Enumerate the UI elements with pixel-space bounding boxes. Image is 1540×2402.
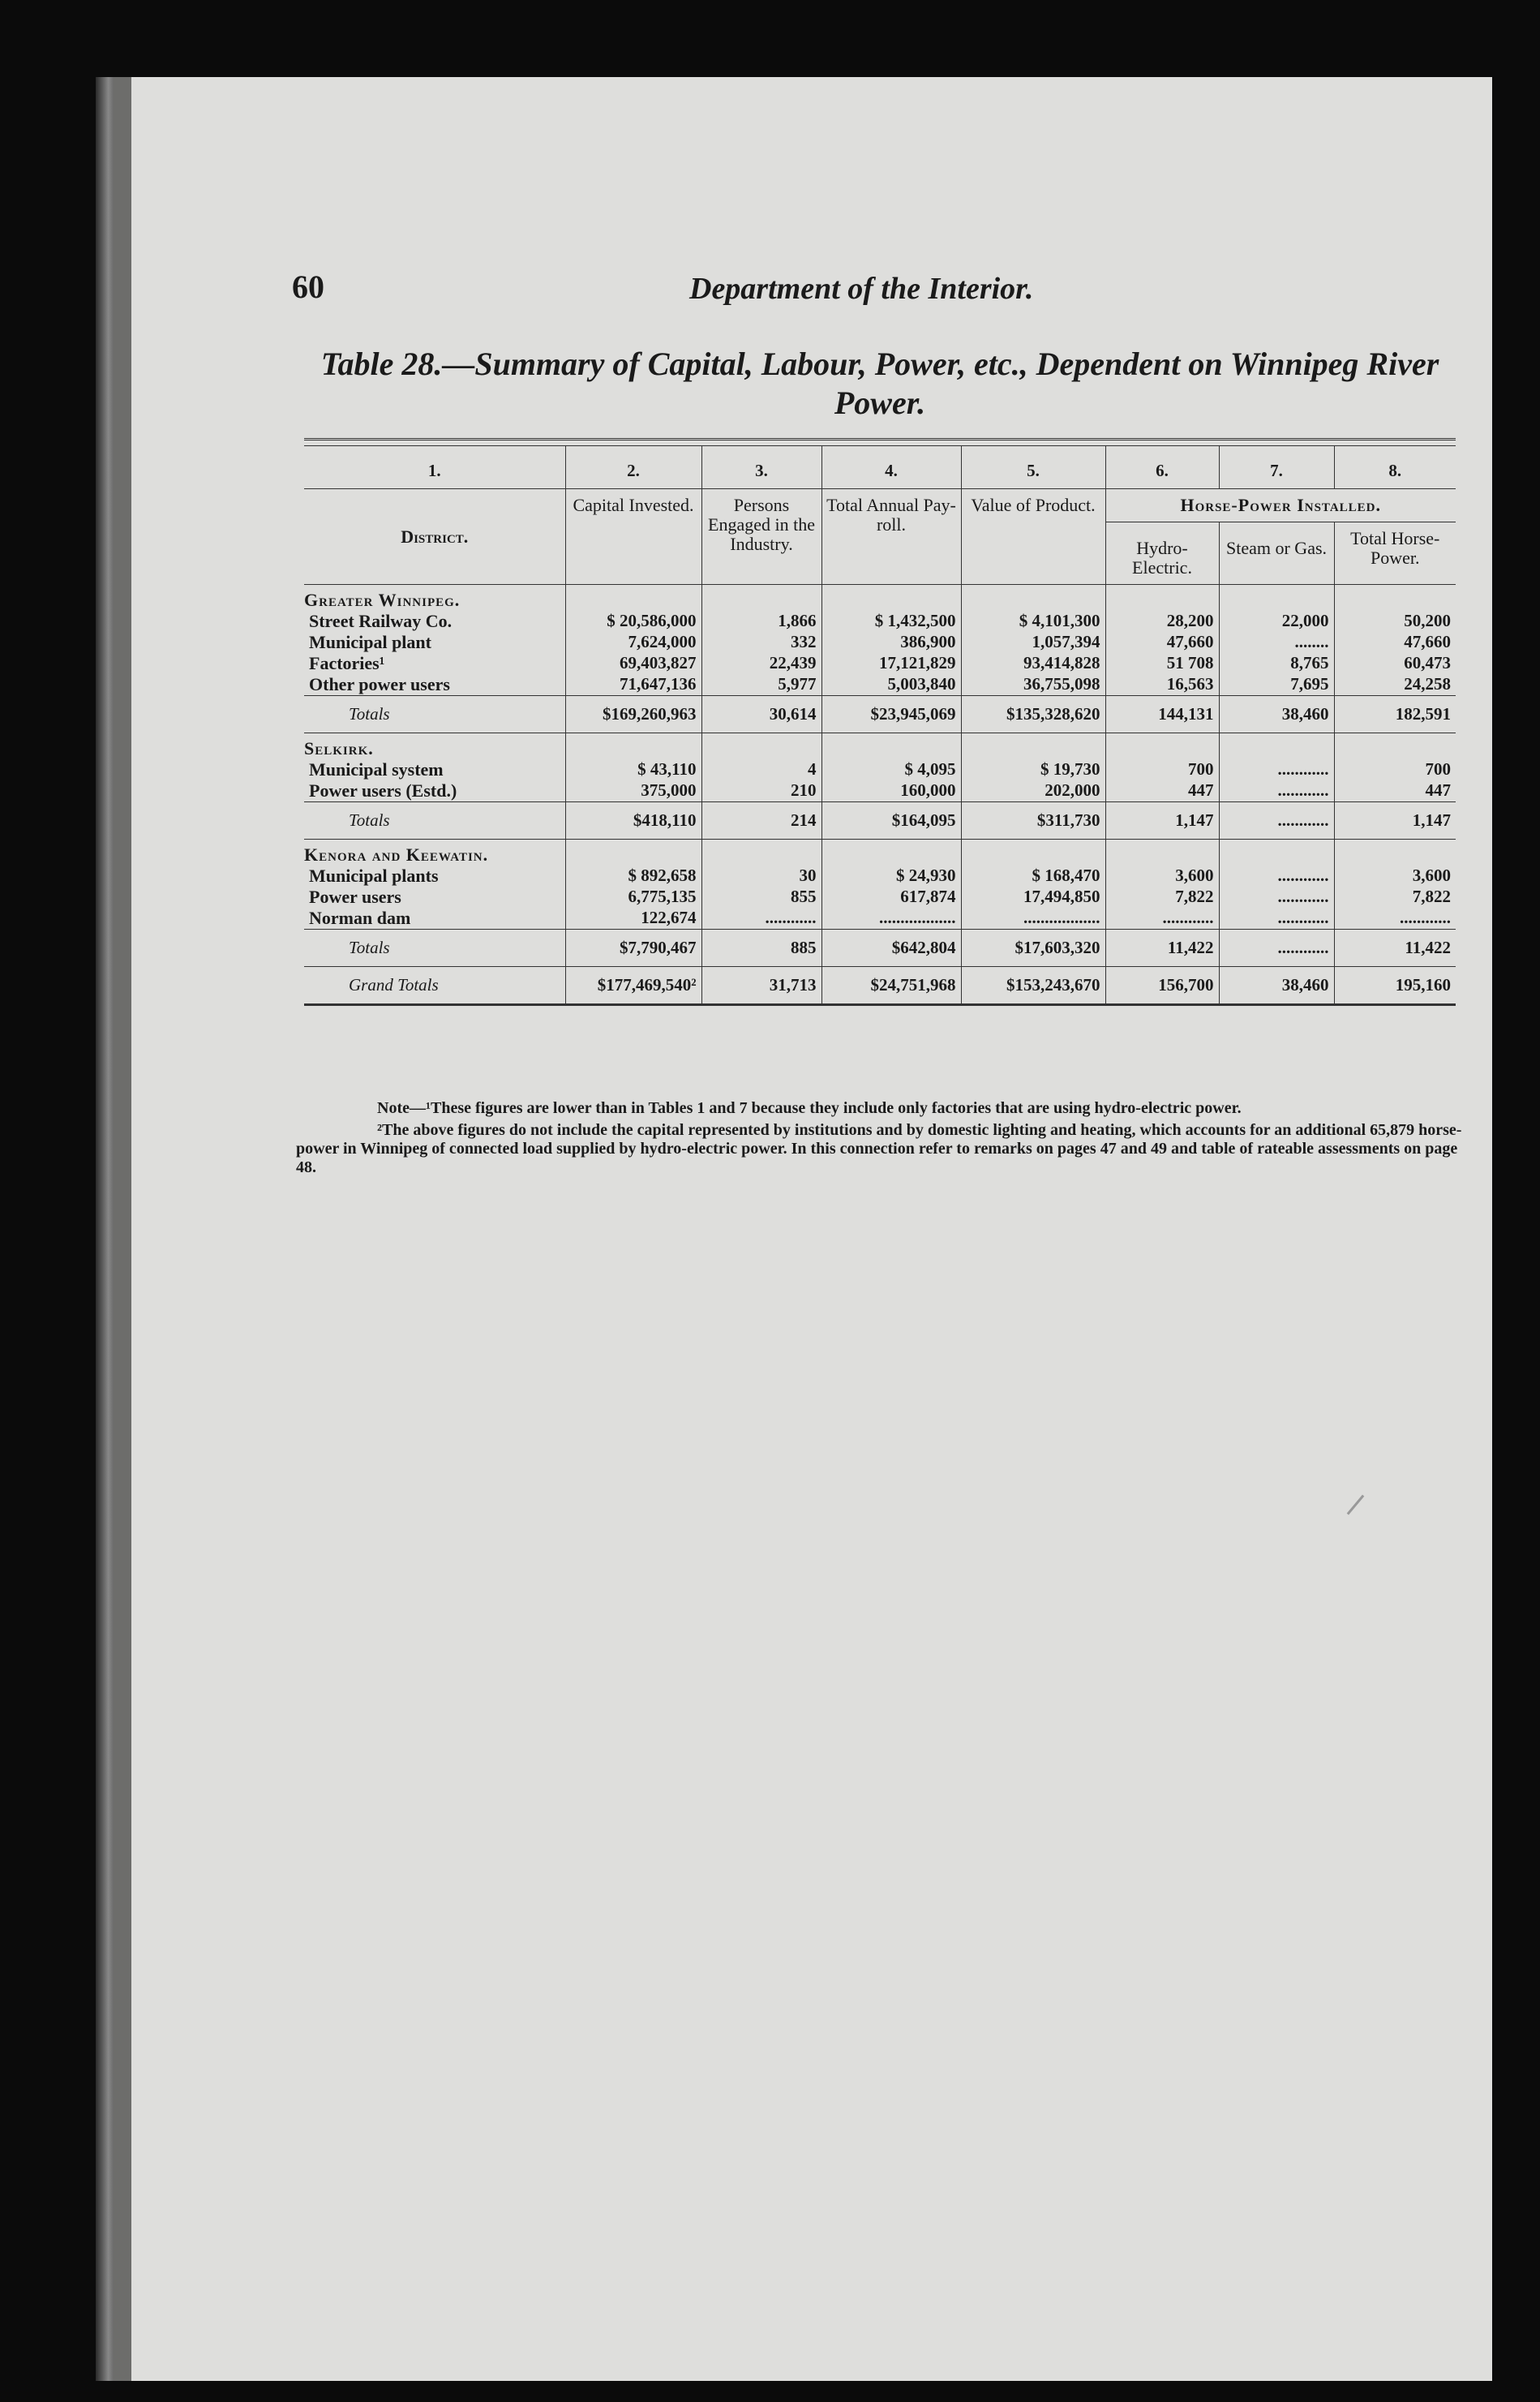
table-row [304, 887, 1456, 908]
blank-cell [1219, 585, 1334, 612]
persons-header: Persons Engaged in the Industry. [701, 489, 821, 585]
district-name: Power users (Estd.) [309, 780, 457, 801]
district-name: Other power users [309, 674, 450, 694]
col-number: 1. [304, 446, 565, 489]
total-cell: 24,258 [1334, 674, 1456, 696]
grand-totals-total: 195,160 [1334, 967, 1456, 1005]
group-heading: Selkirk. [304, 733, 565, 760]
col-number: 6. [1105, 446, 1219, 489]
blank-cell [1105, 733, 1219, 760]
district-name: Municipal plant [309, 632, 431, 652]
blank-cell [701, 733, 821, 760]
totals-steam: ............ [1219, 930, 1334, 967]
blank-cell [961, 840, 1105, 866]
footnote-2: ²The above figures do not include the capital represented by institutions and by domestic lighting and heating, which accounts for an additional 65,879 horse-power in Winnipeg of connected load supplied by hydro-electric power. In this connection refer to remarks on pages 47 and 49 and table of rateable assessments on page 48. [296, 1121, 1462, 1176]
totals-steam: ............ [1219, 802, 1334, 840]
footnote-1: Note—¹These figures are lower than in Tables 1 and 7 because they include only factories that are using hydro-electric power. [377, 1099, 1242, 1117]
steam-cell: 8,765 [1219, 653, 1334, 674]
steam-cell: ............ [1219, 908, 1334, 930]
grand-totals-capital: $177,469,540² [565, 967, 701, 1005]
blank-cell [701, 840, 821, 866]
blank-cell [1219, 840, 1334, 866]
blank-cell [961, 733, 1105, 760]
hydro-cell: 3,600 [1105, 866, 1219, 887]
total-cell: ............ [1334, 908, 1456, 930]
totals-value: $311,730 [961, 802, 1105, 840]
total-cell: 700 [1334, 759, 1456, 780]
page-number: 60 [292, 269, 324, 305]
total-hp-header: Total Horse-Power. [1334, 522, 1456, 585]
grand-totals-steam: 38,460 [1219, 967, 1334, 1005]
totals-payroll: $164,095 [821, 802, 961, 840]
hydro-cell: 447 [1105, 780, 1219, 802]
totals-total: 1,147 [1334, 802, 1456, 840]
capital-cell: $ 43,110 [565, 759, 701, 780]
blank-cell [565, 840, 701, 866]
totals-hydro: 11,422 [1105, 930, 1219, 967]
hydro-cell: 16,563 [1105, 674, 1219, 696]
value-cell: $ 4,101,300 [961, 611, 1105, 632]
district-name: Municipal plants [309, 866, 439, 886]
table-row [304, 674, 1456, 696]
payroll-header: Total Annual Pay-roll. [821, 489, 961, 585]
totals-total: 11,422 [1334, 930, 1456, 967]
steam-header: Steam or Gas. [1219, 522, 1334, 585]
payroll-cell: $ 4,095 [821, 759, 961, 780]
totals-persons: 30,614 [701, 696, 821, 733]
district-name: Municipal system [309, 759, 444, 780]
totals-row [304, 802, 1456, 840]
column-number-row [304, 446, 1456, 489]
payroll-cell: .................. [821, 908, 961, 930]
totals-label: Totals [304, 696, 565, 733]
totals-row [304, 930, 1456, 967]
grand-totals-value: $153,243,670 [961, 967, 1105, 1005]
value-cell: 202,000 [961, 780, 1105, 802]
hydro-cell: 51 708 [1105, 653, 1219, 674]
grand-totals-hydro: 156,700 [1105, 967, 1219, 1005]
blank-cell [1105, 585, 1219, 612]
table-row [304, 908, 1456, 930]
hydro-cell: 28,200 [1105, 611, 1219, 632]
blank-cell [821, 585, 961, 612]
blank-cell [1334, 840, 1456, 866]
col-number: 7. [1219, 446, 1334, 489]
totals-row [304, 696, 1456, 733]
payroll-cell: 617,874 [821, 887, 961, 908]
totals-label: Totals [304, 930, 565, 967]
total-cell: 3,600 [1334, 866, 1456, 887]
persons-cell: 22,439 [701, 653, 821, 674]
steam-cell: ............ [1219, 780, 1334, 802]
steam-cell: ........ [1219, 632, 1334, 653]
payroll-cell: $ 24,930 [821, 866, 961, 887]
persons-cell: ............ [701, 908, 821, 930]
total-cell: 50,200 [1334, 611, 1456, 632]
persons-cell: 855 [701, 887, 821, 908]
grand-totals-label: Grand Totals [304, 967, 565, 1005]
horse-power-group-header: Horse-Power Installed. [1105, 489, 1456, 522]
totals-persons: 885 [701, 930, 821, 967]
group-heading: Kenora and Keewatin. [304, 840, 565, 866]
totals-persons: 214 [701, 802, 821, 840]
table-row [304, 759, 1456, 780]
district-name: Street Railway Co. [309, 611, 453, 631]
blank-cell [1219, 733, 1334, 760]
capital-cell: 69,403,827 [565, 653, 701, 674]
table-caption: Table 28.—Summary of Capital, Labour, Power, etc., Dependent on Winnipeg River Power. [320, 346, 1439, 421]
bottom-rule [304, 1005, 1456, 1007]
bottom-rule-row [304, 1005, 1456, 1007]
table-row [304, 611, 1456, 632]
value-cell: $ 168,470 [961, 866, 1105, 887]
steam-cell: 7,695 [1219, 674, 1334, 696]
value-cell: 17,494,850 [961, 887, 1105, 908]
totals-hydro: 1,147 [1105, 802, 1219, 840]
persons-cell: 1,866 [701, 611, 821, 632]
payroll-cell: 5,003,840 [821, 674, 961, 696]
summary-table [304, 438, 1456, 1006]
col-number: 2. [565, 446, 701, 489]
blank-cell [565, 585, 701, 612]
table-row [304, 632, 1456, 653]
payroll-cell: 160,000 [821, 780, 961, 802]
value-cell: 36,755,098 [961, 674, 1105, 696]
totals-capital: $7,790,467 [565, 930, 701, 967]
top-rule [304, 440, 1456, 446]
totals-payroll: $642,804 [821, 930, 961, 967]
totals-capital: $169,260,963 [565, 696, 701, 733]
hydro-cell: 7,822 [1105, 887, 1219, 908]
value-cell: $ 19,730 [961, 759, 1105, 780]
district-name: Factories¹ [309, 653, 385, 673]
district-header: District. [401, 526, 469, 547]
totals-value: $17,603,320 [961, 930, 1105, 967]
capital-cell: 375,000 [565, 780, 701, 802]
district-name: Power users [309, 887, 401, 907]
value-cell: 93,414,828 [961, 653, 1105, 674]
steam-cell: ............ [1219, 866, 1334, 887]
value-header: Value of Product. [961, 489, 1105, 585]
blank-cell [701, 585, 821, 612]
capital-cell: $ 20,586,000 [565, 611, 701, 632]
persons-cell: 210 [701, 780, 821, 802]
blank-cell [821, 840, 961, 866]
grand-totals-row [304, 967, 1456, 1005]
capital-cell: $ 892,658 [565, 866, 701, 887]
persons-cell: 332 [701, 632, 821, 653]
persons-cell: 30 [701, 866, 821, 887]
col-number: 8. [1334, 446, 1456, 489]
hydro-cell: 47,660 [1105, 632, 1219, 653]
col-number: 5. [961, 446, 1105, 489]
totals-label: Totals [304, 802, 565, 840]
capital-cell: 122,674 [565, 908, 701, 930]
steam-cell: ............ [1219, 759, 1334, 780]
capital-header: Capital Invested. [565, 489, 701, 585]
total-cell: 60,473 [1334, 653, 1456, 674]
grand-totals-persons: 31,713 [701, 967, 821, 1005]
blank-cell [961, 585, 1105, 612]
group-heading-row [304, 585, 1456, 612]
value-cell: .................. [961, 908, 1105, 930]
persons-cell: 4 [701, 759, 821, 780]
capital-cell: 6,775,135 [565, 887, 701, 908]
totals-value: $135,328,620 [961, 696, 1105, 733]
running-head: Department of the Interior. [689, 272, 1034, 306]
payroll-cell: 386,900 [821, 632, 961, 653]
blank-cell [1105, 840, 1219, 866]
total-cell: 447 [1334, 780, 1456, 802]
payroll-cell: $ 1,432,500 [821, 611, 961, 632]
column-header-row [304, 489, 1456, 522]
steam-cell: ............ [1219, 887, 1334, 908]
blank-cell [821, 733, 961, 760]
table-row [304, 780, 1456, 802]
totals-steam: 38,460 [1219, 696, 1334, 733]
data-table [304, 438, 1456, 1006]
district-name: Norman dam [309, 908, 411, 928]
value-cell: 1,057,394 [961, 632, 1105, 653]
hydro-cell: ............ [1105, 908, 1219, 930]
totals-capital: $418,110 [565, 802, 701, 840]
totals-total: 182,591 [1334, 696, 1456, 733]
group-heading-row [304, 733, 1456, 760]
table-row [304, 653, 1456, 674]
capital-cell: 71,647,136 [565, 674, 701, 696]
table-row [304, 866, 1456, 887]
total-cell: 7,822 [1334, 887, 1456, 908]
hydro-cell: 700 [1105, 759, 1219, 780]
col-number: 4. [821, 446, 961, 489]
group-heading: Greater Winnipeg. [304, 585, 565, 612]
persons-cell: 5,977 [701, 674, 821, 696]
col-number: 3. [701, 446, 821, 489]
totals-hydro: 144,131 [1105, 696, 1219, 733]
grand-totals-payroll: $24,751,968 [821, 967, 961, 1005]
total-cell: 47,660 [1334, 632, 1456, 653]
blank-cell [1334, 585, 1456, 612]
totals-payroll: $23,945,069 [821, 696, 961, 733]
blank-cell [565, 733, 701, 760]
footnotes [296, 1099, 1464, 1180]
hydro-header: Hydro-Electric. [1105, 522, 1219, 585]
book-page [114, 77, 1492, 2381]
capital-cell: 7,624,000 [565, 632, 701, 653]
blank-cell [1334, 733, 1456, 760]
group-heading-row [304, 840, 1456, 866]
payroll-cell: 17,121,829 [821, 653, 961, 674]
steam-cell: 22,000 [1219, 611, 1334, 632]
